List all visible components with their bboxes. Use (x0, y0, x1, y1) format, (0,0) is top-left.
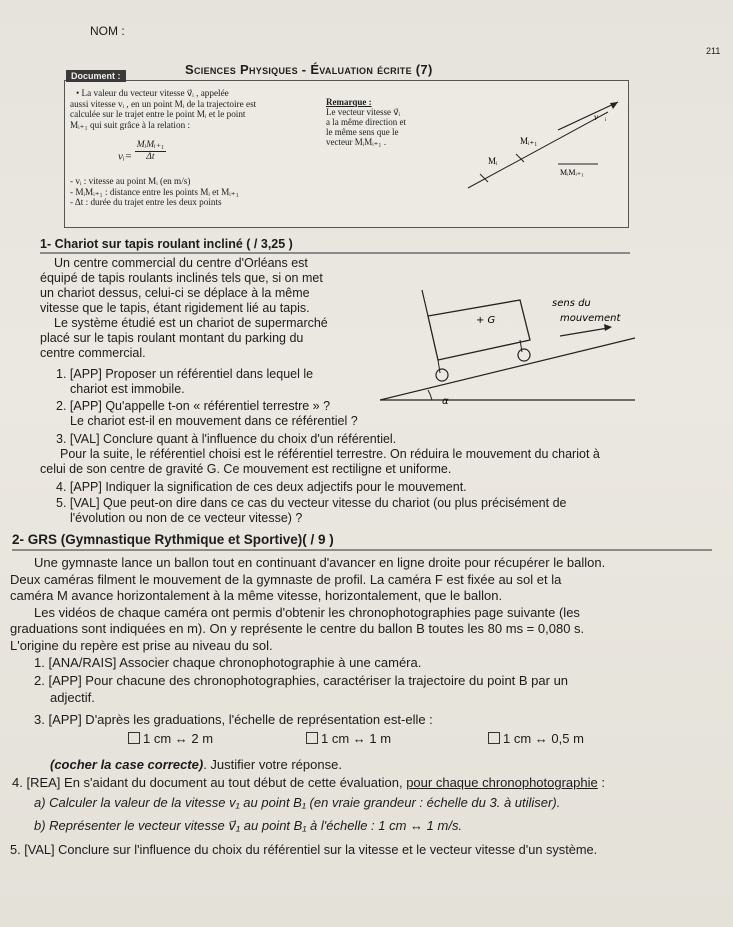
q2-line: 2. [APP] Pour chacune des chronophotographies, caractériser la trajectoire du point B par un (34, 673, 569, 688)
s2-q2 (34, 673, 724, 706)
remarque-line: le même sens que le (326, 127, 399, 137)
section2-rule (12, 549, 712, 551)
para-line: Deux caméras filment le mouvement de la gymnaste de profil. La caméra F est fixée au sol et la (10, 571, 562, 587)
page-title: Sciences Physiques - Évaluation écrite (7) (185, 62, 433, 77)
formula-fraction (135, 140, 166, 162)
option-label: 1 cm ↔ 1 m (321, 731, 392, 746)
vector-diagram (458, 100, 623, 200)
intro-line: équipé de tapis roulants inclinés tels que, si on met (40, 271, 323, 285)
formula-denominator: Δt (146, 151, 155, 162)
remarque-line: vecteur MᵢMᵢ₊₁ . (326, 137, 387, 147)
cart-wheel (518, 349, 530, 361)
s1-q3: 3. [VAL] Conclure quant à l'influence du choix d'un référentiel. (56, 432, 397, 446)
para-line: graduations sont indiquées en m). On y représente le centre du ballon B toutes les 80 ms = 0,080 s. (10, 621, 585, 636)
q4-start: 4. [REA] En s'aidant du document au tout début de cette évaluation, (12, 775, 407, 790)
section2-title: 2- GRS (Gymnastique Rythmique et Sportive)( / 9 ) (12, 532, 334, 547)
option-label: 1 cm ↔ 0,5 m (503, 731, 584, 746)
para-line: L'origine du repère est prise au niveau du sol. (10, 637, 273, 653)
option-1m[interactable] (306, 731, 391, 748)
label-mi1: Mᵢ₊₁ (520, 136, 538, 146)
def-line: - vᵢ : vitesse au point Mᵢ (en m/s) (70, 176, 191, 186)
label-mm: MᵢMᵢ₊₁ (560, 168, 584, 177)
cart-body (428, 300, 530, 360)
q5-line: l'évolution ou non de ce vecteur vitesse) ? (70, 511, 303, 525)
intro-line: placé sur le tapis roulant montant du parking du (40, 331, 304, 345)
remarque-block (326, 97, 452, 147)
q2-line: Le chariot est-il en mouvement dans ce référentiel ? (70, 414, 358, 428)
q1-line: 1. [APP] Proposer un référentiel dans lequel le (56, 367, 314, 381)
formula-numerator: MᵢMᵢ₊₁ (136, 140, 164, 150)
remarque-line: Le vecteur vitesse v⃗ᵢ (326, 107, 401, 117)
s1-q2 (56, 399, 358, 429)
para-line: Une gymnaste lance un ballon tout en continuant d'avancer en ligne droite pour récupérer le ballon. (34, 555, 606, 570)
checkbox[interactable] (128, 732, 140, 744)
s1-q1 (56, 367, 313, 397)
option-2m[interactable] (128, 731, 213, 748)
s2-q3: 3. [APP] D'après les graduations, l'échelle de représentation est-elle : (34, 712, 433, 727)
doc-line: aussi vitesse vᵢ , en un point Mᵢ de la trajectoire est (70, 98, 257, 109)
cocher-line (50, 757, 342, 774)
label-g: + G (476, 315, 496, 326)
cocher-bold: (cocher la case correcte) (50, 757, 204, 772)
velocity-formula (118, 140, 166, 162)
label-mi: Mᵢ (488, 156, 498, 166)
page-number: 211 (706, 46, 721, 56)
angle-arc (428, 390, 432, 400)
s1-para (40, 447, 720, 477)
label-sens: sens du (552, 298, 591, 309)
conveyor-line (380, 338, 635, 400)
q4-end: : (597, 775, 605, 790)
q5-line: 5. [VAL] Que peut-on dire dans ce cas du vecteur vitesse du chariot (ou plus précisément de (56, 496, 567, 510)
def-line: - Δt : durée du trajet entre les deux points (70, 197, 222, 207)
intro-line: centre commercial. (40, 346, 146, 360)
remarque-line: a la même direction et (326, 117, 406, 127)
q2-line: 2. [APP] Qu'appelle t-on « référentiel terrestre » ? (56, 399, 331, 413)
direction-arrowhead (604, 324, 612, 331)
section1-intro (40, 256, 370, 361)
intro-line: un chariot dessus, celui-ci se déplace à la même (40, 286, 310, 300)
formula-lhs: vᵢ= (118, 150, 133, 163)
q4-underlined: pour chaque chronophotographie (406, 775, 598, 790)
document-defs (70, 176, 330, 208)
para-line: Les vidéos de chaque caméra ont permis d'obtenir les chronophotographies page suivante (les (34, 604, 580, 620)
intro-line: Un centre commercial du centre d'Orléans est (54, 256, 308, 270)
option-05m[interactable] (488, 731, 584, 748)
cart-handle (422, 290, 428, 316)
document-label: Document : (66, 70, 126, 82)
q2-line: adjectif. (50, 689, 95, 705)
label-mouvement: mouvement (560, 313, 621, 324)
name-field-label: NOM : (90, 24, 125, 38)
doc-line: calculée sur le trajet entre le point Mᵢ et le point (70, 109, 246, 119)
label-alpha: α (442, 396, 449, 407)
s2-q5: 5. [VAL] Conclure sur l'influence du choix du référentiel sur la vitesse et le vecteur vitesse d'un système. (10, 842, 598, 857)
cocher-rest: . Justifier votre réponse. (203, 757, 342, 772)
para-line: Pour la suite, le référentiel choisi est le référentiel terrestre. On réduira le mouvement du chariot à (60, 447, 600, 461)
document-definition (70, 88, 326, 130)
velocity-vector (558, 102, 618, 130)
doc-line: Mᵢ₊₁ qui suit grâce à la relation : (70, 119, 191, 130)
checkbox[interactable] (488, 732, 500, 744)
cart-wheel (436, 369, 448, 381)
checkbox[interactable] (306, 732, 318, 744)
s1-q4: 4. [APP] Indiquer la signification de ces deux adjectifs pour le mouvement. (56, 480, 467, 494)
q1-line: chariot est immobile. (70, 382, 185, 396)
direction-arrow (560, 328, 608, 336)
section1-rule (40, 252, 630, 254)
doc-line: • La valeur du vecteur vitesse v⃗ᵢ , appelée (76, 88, 229, 98)
intro-line: Le système étudié est un chariot de supermarché (54, 316, 328, 330)
s2-para (10, 555, 725, 654)
option-label: 1 cm ↔ 2 m (143, 731, 214, 746)
para-line: caméra M avance horizontalement à la même vitesse, horizontalement, que le ballon. (10, 588, 503, 603)
para-line: celui de son centre de gravité G. Ce mouvement est rectiligne et uniforme. (40, 462, 452, 476)
intro-line: vitesse que le tapis, étant rigidement lié au tapis. (40, 301, 310, 315)
def-line: - MᵢMᵢ₊₁ : distance entre les points Mᵢ et Mᵢ₊₁ (70, 186, 239, 197)
s2-q4 (12, 775, 727, 792)
remarque-title: Remarque : (326, 97, 372, 107)
label-vi: v⃗ᵢ (594, 112, 607, 122)
section1-title: 1- Chariot sur tapis roulant incliné ( / 3,25 ) (40, 237, 293, 251)
s2-q1: 1. [ANA/RAIS] Associer chaque chronophotographie à une caméra. (34, 655, 422, 670)
trajectory-line (468, 112, 608, 188)
s2-q4a: a) Calculer la valeur de la vitesse v₁ au point B₁ (en vraie grandeur : échelle du 3. à utiliser). (34, 795, 561, 810)
s1-q5 (56, 496, 716, 526)
s2-q4b: b) Représenter le vecteur vitesse v⃗₁ au point B₁ à l'échelle : 1 cm ↔ 1 m/s. (34, 818, 463, 833)
cart-figure (380, 278, 640, 413)
